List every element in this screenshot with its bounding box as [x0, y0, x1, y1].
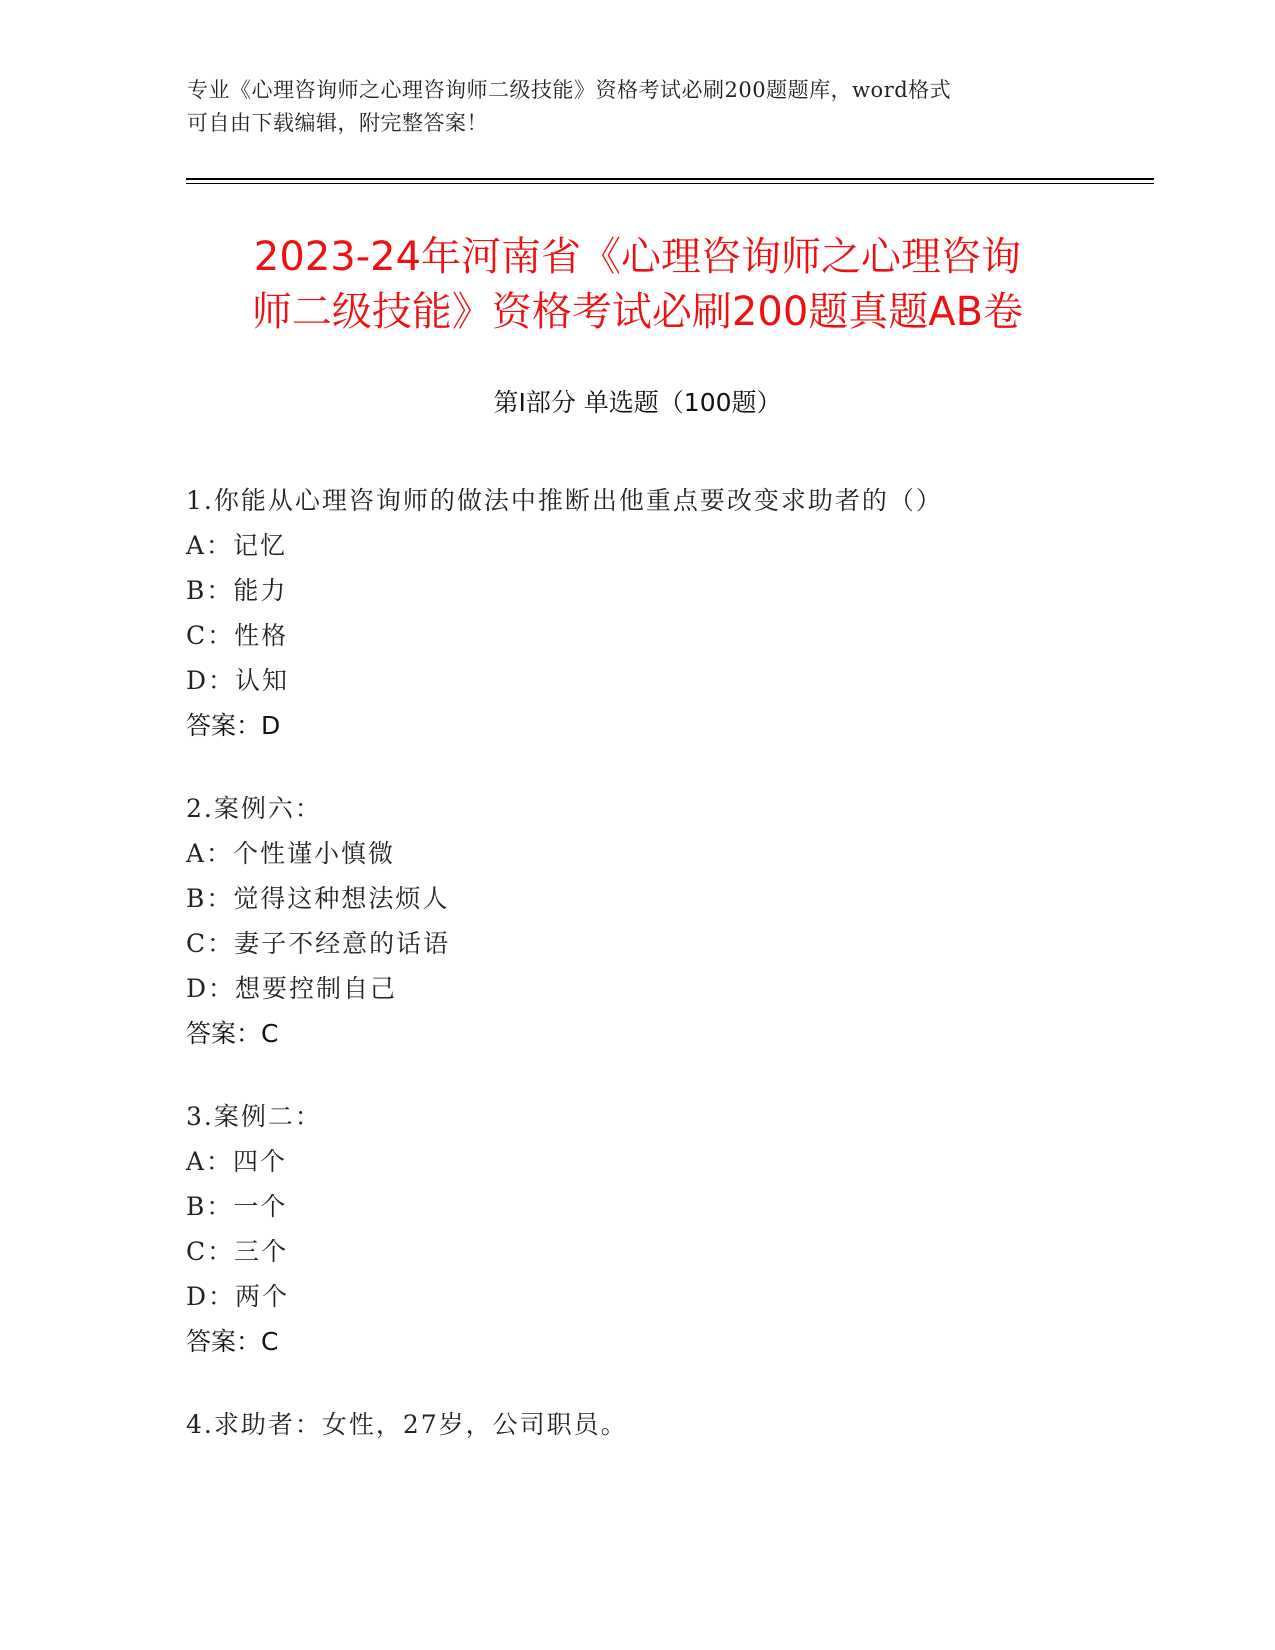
question-4 — [186, 1402, 1146, 1447]
option-d: D：想要控制自己 — [186, 974, 398, 1003]
option-c: C：妻子不经意的话语 — [186, 929, 451, 958]
header-divider-thin — [186, 183, 1154, 184]
answer-line: 答案：C — [186, 1019, 279, 1048]
header-divider-thick — [186, 178, 1154, 180]
question-3 — [186, 1094, 1146, 1364]
document-header-note — [187, 74, 1087, 140]
question-2 — [186, 786, 1146, 1056]
header-note-line-2: 可自由下载编辑，附完整答案！ — [187, 111, 488, 135]
option-c: C：三个 — [186, 1237, 289, 1266]
option-b: B：能力 — [186, 576, 288, 605]
option-b: B：觉得这种想法烦人 — [186, 884, 450, 913]
option-a: A：记忆 — [186, 531, 288, 560]
option-d: D：两个 — [186, 1282, 290, 1311]
question-1 — [186, 478, 1146, 748]
option-b: B：一个 — [186, 1192, 288, 1221]
option-a: A：个性谨小慎微 — [186, 839, 396, 868]
document-title — [150, 230, 1125, 340]
answer-line: 答案：C — [186, 1327, 279, 1356]
option-d: D：认知 — [186, 666, 290, 695]
section-title: 第Ⅰ部分 单选题（100题） — [493, 388, 782, 417]
question-list — [186, 478, 1146, 1485]
answer-line: 答案：D — [186, 711, 281, 740]
option-c: C：性格 — [186, 621, 289, 650]
option-a: A：四个 — [186, 1147, 288, 1176]
header-note-line-1: 专业《心理咨询师之心理咨询师二级技能》资格考试必刷200题题库，word格式 — [187, 78, 952, 102]
question-stem: 4.求助者：女性，27岁，公司职员。 — [186, 1410, 628, 1439]
question-stem: 3.案例二： — [186, 1102, 322, 1131]
document-title-line-2: 师二级技能》资格考试必刷200题真题AB卷 — [251, 289, 1024, 335]
question-stem: 2.案例六： — [186, 794, 322, 823]
question-stem: 1.你能从心理咨询师的做法中推断出他重点要改变求助者的（） — [186, 486, 943, 515]
document-title-line-1: 2023-24年河南省《心理咨询师之心理咨询 — [253, 234, 1022, 280]
